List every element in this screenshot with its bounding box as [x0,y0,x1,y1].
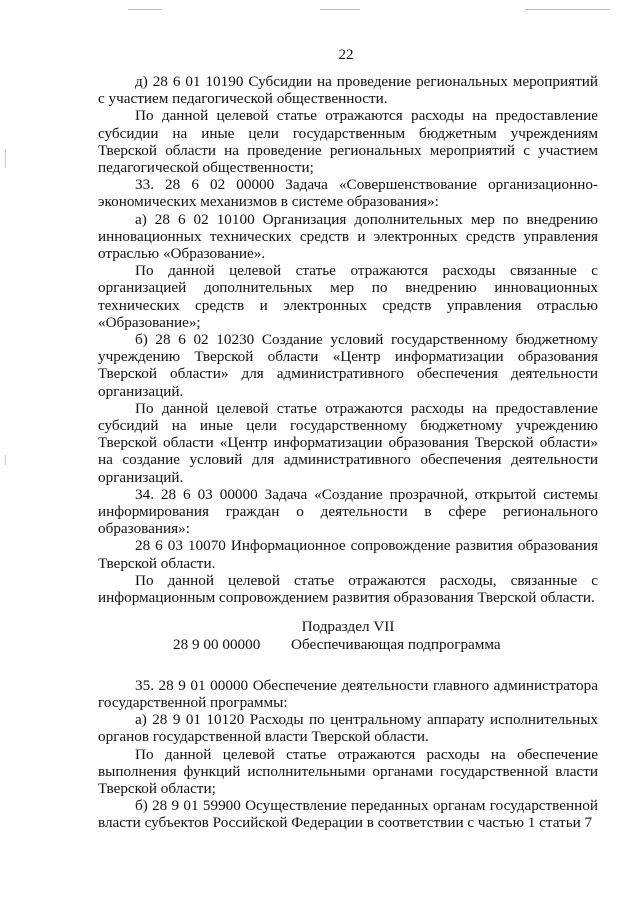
subsection-subtitle [98,636,598,653]
scan-mark [525,9,610,10]
scan-edge-mark [5,455,6,465]
scan-mark [128,9,162,10]
scan-mark [320,9,360,10]
paragraph: а) 28 9 01 10120 Расходы по центральному аппарату исполнительных органов государственной власти Тверской области. [98,711,598,746]
paragraph: б) 28 9 01 59900 Осуществление переданных органам государственной власти субъектов Российской Федерации в соответствии с частью 1 статьи 7 [98,797,598,832]
scan-edge-mark [5,150,6,168]
paragraph: б) 28 6 02 10230 Создание условий государственному бюджетному учреждению Тверской области «Центр информатизации образования Тверской области» для административного обеспечения деятельности организаций. [98,331,598,400]
paragraph: 35. 28 9 01 00000 Обеспечение деятельности главного администратора государственной программы: [98,676,598,711]
paragraph: 28 6 03 10070 Информационное сопровождение развития образования Тверской области. [98,537,598,572]
paragraph: По данной целевой статье отражаются расходы на предоставление субсидии на иные цели государственным бюджетным учреждениям Тверской области на проведение региональных мероприятий с участием педагогической общественности; [98,107,598,177]
page-number: 22 [338,47,354,63]
paragraph: д) 28 6 01 10190 Субсидии на проведение региональных мероприятий с участием педагогической общественности. [98,73,598,108]
paragraph: По данной целевой статье отражаются расходы на предоставление субсидий на иные цели государственному бюджетному учреждению Тверской области «Центр информатизации образования Тверской области» на создание условий для административного обеспечения деятельности организаций. [98,399,598,486]
paragraph: а) 28 6 02 10100 Организация дополнительных мер по внедрению инновационных технических средств и электронных средств управления отраслью «Образование». [98,210,598,263]
subsection-code: 28 9 00 00000 [173,635,261,653]
spacer [98,653,598,677]
spacer [98,606,598,618]
subsection-title: Подраздел VII [301,618,395,636]
paragraph: По данной целевой статье отражаются расходы связанные с организацией дополнительных мер по внедрению инновационных технических средств и электронных средств управления отраслью «Образование»; [98,262,598,331]
paragraph: 33. 28 6 02 00000 Задача «Совершенствование организационно-экономических механизмов в системе образования»: [98,176,598,211]
paragraph: 34. 28 6 03 00000 Задача «Создание прозрачной, открытой системы информирования граждан о деятельности в сфере регионального образования»: [98,485,598,538]
paragraph: По данной целевой статье отражаются расходы, связанные с информационным сопровождением развития образования Тверской области. [98,571,598,607]
paragraph: По данной целевой статье отражаются расходы на обеспечение выполнения функций исполнительными органами государственной власти Тверской области; [98,745,598,797]
subsection-name: Обеспечивающая подпрограмма [291,635,501,653]
document-body [98,73,598,832]
